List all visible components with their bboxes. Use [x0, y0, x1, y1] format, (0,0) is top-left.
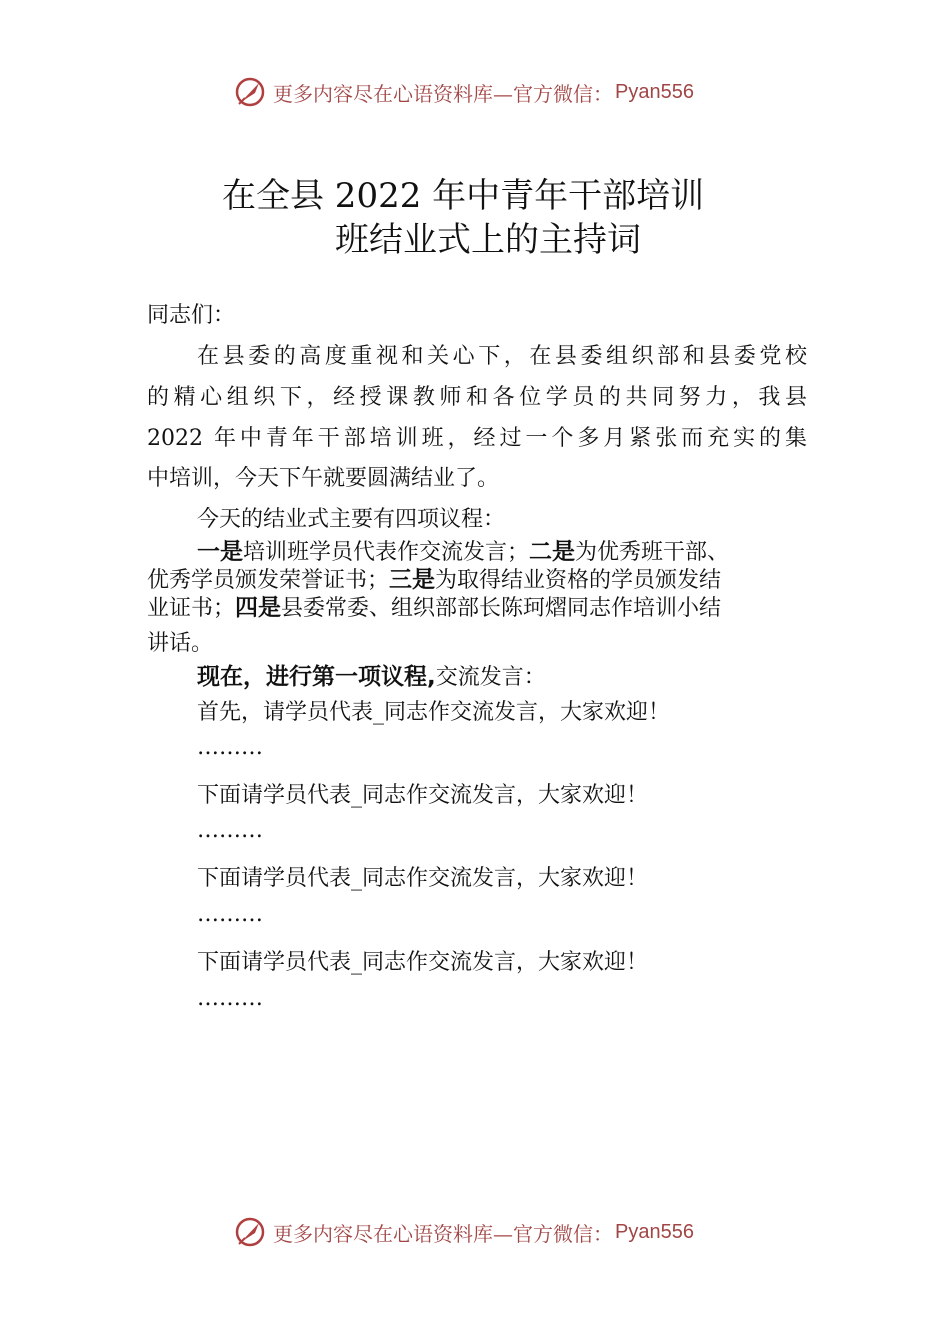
- doc-title-line-1: 在全县 2022 年中青年干部培训: [222, 176, 705, 216]
- ellipsis-2: ………: [197, 818, 263, 843]
- p1-line-2: 的精心组织下，经授课教师和各位学员的共同努力，我县: [147, 385, 807, 410]
- speaker-line-2: 下面请学员代表_同志作交流发言，大家欢迎！: [197, 783, 649, 808]
- p3-bold-3: 三是: [389, 567, 436, 593]
- speaker-line-4: 下面请学员代表_同志作交流发言，大家欢迎！: [197, 950, 649, 975]
- ellipsis-1: ………: [197, 735, 263, 760]
- p3-bold-2: 二是: [529, 539, 576, 565]
- p3-line-3: 业证书；四是县委常委、组织部部长陈珂熠同志作培训小结: [147, 595, 722, 621]
- banner-text: 更多内容尽在心语资料库—官方微信：: [273, 81, 613, 106]
- salutation: 同志们：: [147, 303, 236, 328]
- footer-banner-text: 更多内容尽在心语资料库—官方微信：: [273, 1221, 613, 1246]
- p2-agenda-intro: 今天的结业式主要有四项议程：: [197, 507, 506, 532]
- p3-line-4: 讲话。: [147, 631, 214, 656]
- p3-bold-1: 一是: [197, 539, 243, 565]
- quill-logo-icon: [233, 1215, 267, 1249]
- header-banner: [0, 70, 950, 114]
- p4-line: 现在，进行第一项议程,交流发言：: [197, 664, 546, 690]
- doc-title-line-2: 班结业式上的主持词: [335, 220, 641, 260]
- ellipsis-3: ………: [197, 902, 263, 927]
- p3-line-1: 一是培训班学员代表作交流发言；二是为优秀班干部、: [197, 539, 730, 565]
- quill-logo-icon: [233, 75, 267, 109]
- p3-line-2: 优秀学员颁发荣誉证书；三是为取得结业资格的学员颁发结: [147, 567, 722, 593]
- ellipsis-4: ………: [197, 986, 263, 1011]
- footer-banner: [0, 1210, 950, 1254]
- speaker-line-3: 下面请学员代表_同志作交流发言，大家欢迎！: [197, 866, 649, 891]
- p3-bold-4: 四是: [235, 595, 282, 621]
- p4-bold: 现在，进行第一项议程,: [197, 664, 436, 690]
- footer-wechat-id: Pyan556: [615, 1220, 694, 1243]
- speaker-line-1: 首先，请学员代表_同志作交流发言，大家欢迎！: [197, 700, 671, 725]
- p1-line-1: 在县委的高度重视和关心下，在县委组织部和县委党校: [197, 344, 807, 369]
- banner-wechat-id: Pyan556: [615, 80, 694, 103]
- p1-line-3: 2022 年中青年干部培训班，经过一个多月紧张而充实的集: [147, 426, 807, 451]
- p1-line-4: 中培训，今天下午就要圆满结业了。: [147, 466, 500, 491]
